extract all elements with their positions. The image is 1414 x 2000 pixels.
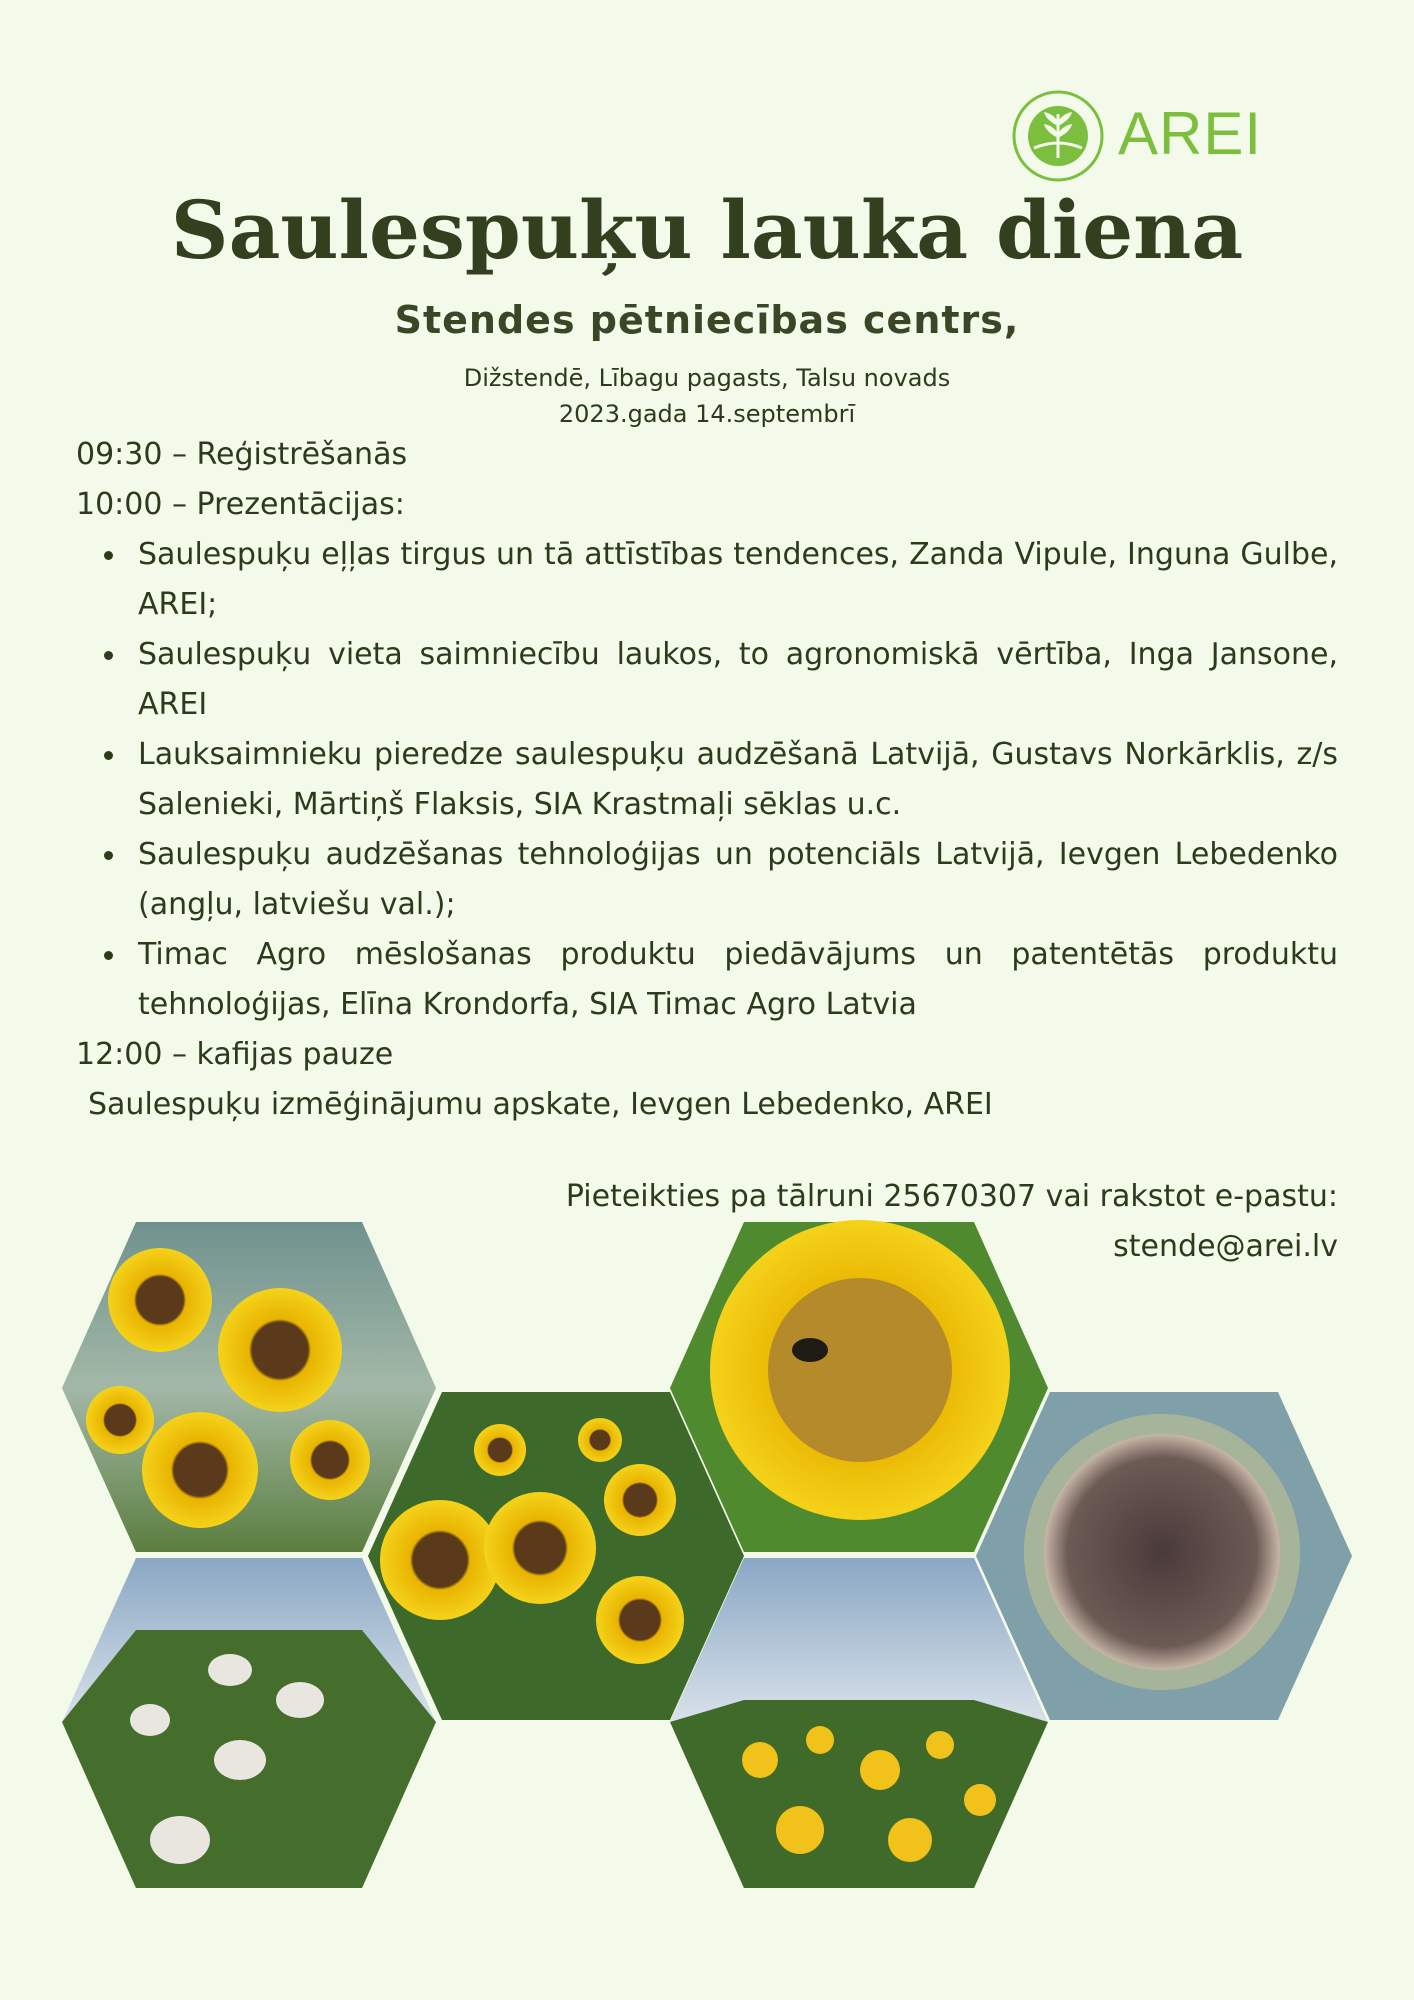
logo-text: AREI: [1118, 100, 1263, 167]
sunflower-bee-photo: [670, 1220, 1048, 1552]
venue-address-block: [0, 360, 1414, 432]
event-title: Saulespuķu lauka diena: [170, 183, 1244, 277]
presentation-list: [76, 530, 1338, 1030]
program-presentations-header: 10:00 – Prezentācijas:: [76, 487, 405, 522]
presentation-item: Saulespuķu vieta saimniecību laukos, to agronomiskā vērtība, Inga Jansone, AREI: [76, 630, 1338, 730]
sunflower-field-sky-photo: [670, 1558, 1048, 1888]
program: [76, 430, 1338, 1130]
venue-title: Stendes pētniecības centrs,: [394, 298, 1020, 342]
sunflower-seedhead-photo: [976, 1392, 1352, 1720]
presentation-item: Lauksaimnieku pieredze saulespuķu audzēšanā Latvijā, Gustavs Norkārklis, z/s Salenieki, Mārtiņš Flaksis, SIA Krastmaļi sēklas u.c.: [76, 730, 1338, 830]
presentation-item: Saulespuķu audzēšanas tehnoloģijas un potenciāls Latvijā, Ievgen Lebedenko (angļu, latviešu val.);: [76, 830, 1338, 930]
presentation-item: Saulespuķu eļļas tirgus un tā attīstības tendences, Zanda Vipule, Inguna Gulbe, AREI;: [76, 530, 1338, 630]
contact-email[interactable]: stende@arei.lv: [1113, 1229, 1338, 1264]
program-coffee-break: 12:00 – kafijas pauze: [76, 1037, 394, 1072]
program-registration: 09:30 – Reģistrēšanās: [76, 437, 408, 472]
photo-collage: [0, 1200, 1414, 2000]
event-date: 2023.gada 14.septembrī: [558, 400, 856, 428]
contact-phone-line: Pieteikties pa tālruni 25670307 vai rakstot e-pastu:: [565, 1179, 1338, 1214]
sunflower-field-closeup-photo: [368, 1392, 744, 1720]
sunflower-cluster-photo: [62, 1222, 436, 1552]
bagged-sunflowers-photo: [62, 1558, 436, 1888]
presentation-item: Timac Agro mēslošanas produktu piedāvājums un patentētās produktu tehnoloģijas, Elīna Krondorfa, SIA Timac Agro Latvia: [76, 930, 1338, 1030]
program-field-inspection: Saulespuķu izmēģinājumu apskate, Ievgen Lebedenko, AREI: [88, 1087, 993, 1122]
venue-address: Dižstendē, Lībagu pagasts, Talsu novads: [463, 364, 951, 392]
